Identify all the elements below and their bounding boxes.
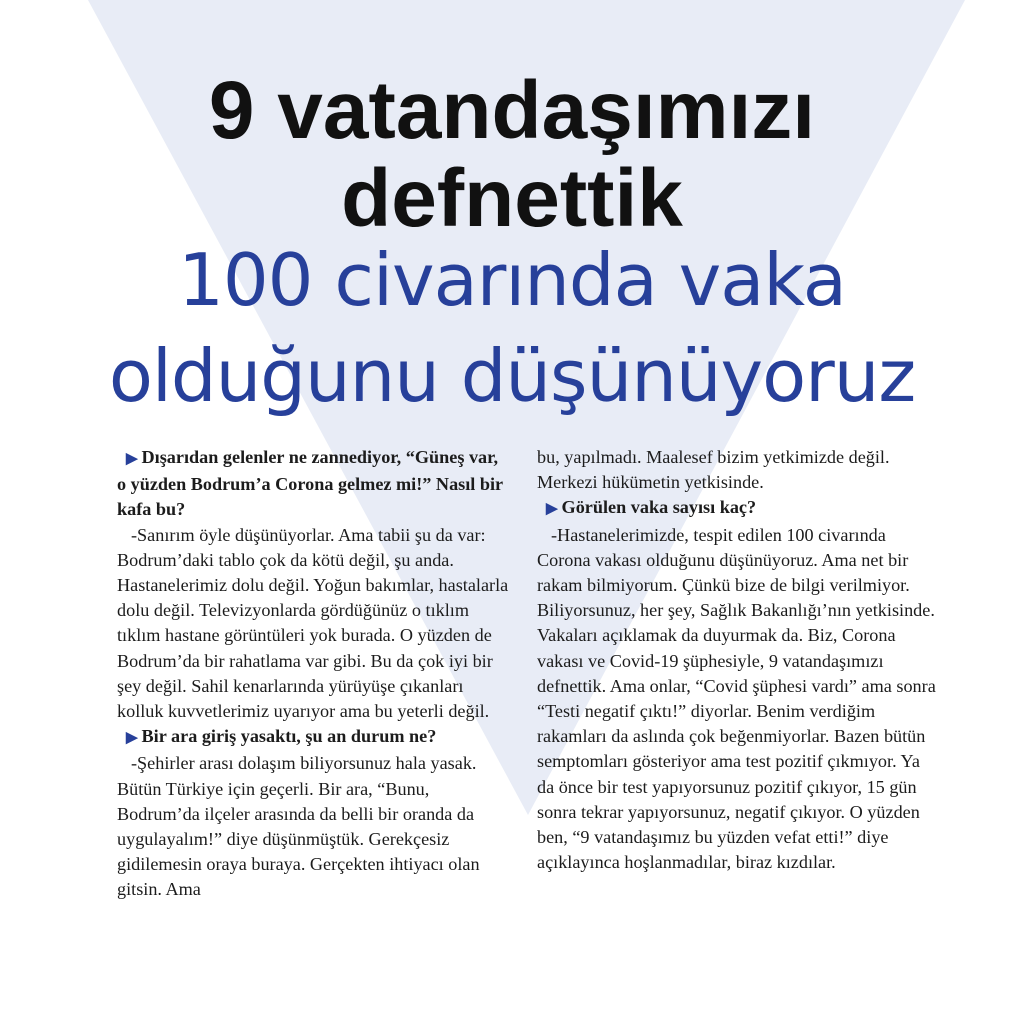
interview-question (117, 724, 509, 751)
question-text: Görülen vaka sayısı kaç? (561, 497, 757, 518)
interview-question (117, 445, 509, 523)
interview-answer: -Şehirler arası dolaşım biliyorsunuz hala yasak. Bütün Türkiye için geçerli. Bir ara, “Bunu, Bodrum’da ilçeler arasında da belli bir oranda da uygulayalım!” diye düşünmüştük. Gerekçesiz gidilemesin oraya buraya. Gerçekten ihtiyacı olan gitsin. Ama (117, 753, 480, 900)
triangle-bullet-icon: ▶ (126, 451, 138, 467)
interview-answer: -Sanırım öyle düşünüyorlar. Ama tabii şu da var: Bodrum’daki tablo çok da kötü değil, şu anda. Hastanelerimiz dolu değil. Yoğun bakımlar, hastalarla dolu değil. Televizyonlarda gördüğünüz o tıklım tıklım hastane görüntüleri yok burada. O yüzden de Bodrum’da bir rahatlama var gibi. Bu da çok iyi bir şey değil. Sahil kenarlarında yürüyüşe çıkanları kolluk kuvvetlerimiz uyarıyor ama bu yeterli değil. (117, 524, 509, 722)
interview-answer: -Hastanelerimizde, tespit edilen 100 civarında Corona vakası olduğunu düşünüyoruz. Ama net bir rakam bilmiyorum. Çünkü bize de bilgi verilmiyor. Biliyorsunuz, her şey, Sağlık Bakanlığı’nın yetkisinde. Vakaları açıklamak da duyurmak da. Biz, Corona vakası ve Covid-19 şüphesiyle, 9 vatandaşımızı defnettik. Ama onlar, “Covid şüphesi vardı” ama sonra “Testi negatif çıktı!” diyorlar. Benim verdiğim rakamları da aslında çok beğenmiyorlar. Bazen bütün semptomları gösteriyor ama test pozitif çıkmıyor. Ya da önce bir test yapıyorsunuz pozitif çıkıyor, 15 gün sonra tekrar yapıyorsunuz, negatif çıkıyor. O yüzden ben, “9 vatandaşımız bu yüzden vefat etti!” diye açıklayınca hoşlanmadılar, biraz kızdılar. (537, 524, 936, 873)
answer-continuation: bu, yapılmadı. Maalesef bizim yetkimizde değil. Merkezi hükümetin yetkisinde. (537, 447, 890, 493)
triangle-bullet-icon: ▶ (546, 501, 558, 518)
question-text: Bir ara giriş yasaktı, şu an durum ne? (141, 726, 437, 747)
question-text: Dışarıdan gelenler ne zannediyor, “Güneş var, o yüzden Bodrum’a Corona gelmez mi!” Nasıl bir kafa bu? (117, 447, 503, 520)
article-column-right (537, 445, 937, 875)
subheadline-line-1: 100 civarında vaka (178, 238, 846, 322)
article-column-left (117, 445, 509, 903)
subheadline-line-2: olduğunu düşünüyoruz (108, 334, 916, 418)
triangle-bullet-icon: ▶ (126, 730, 138, 747)
headline-line-1: 9 vatandaşımızı (208, 65, 816, 156)
interview-question (537, 495, 937, 522)
headline-line-2: defnettik (341, 153, 683, 244)
